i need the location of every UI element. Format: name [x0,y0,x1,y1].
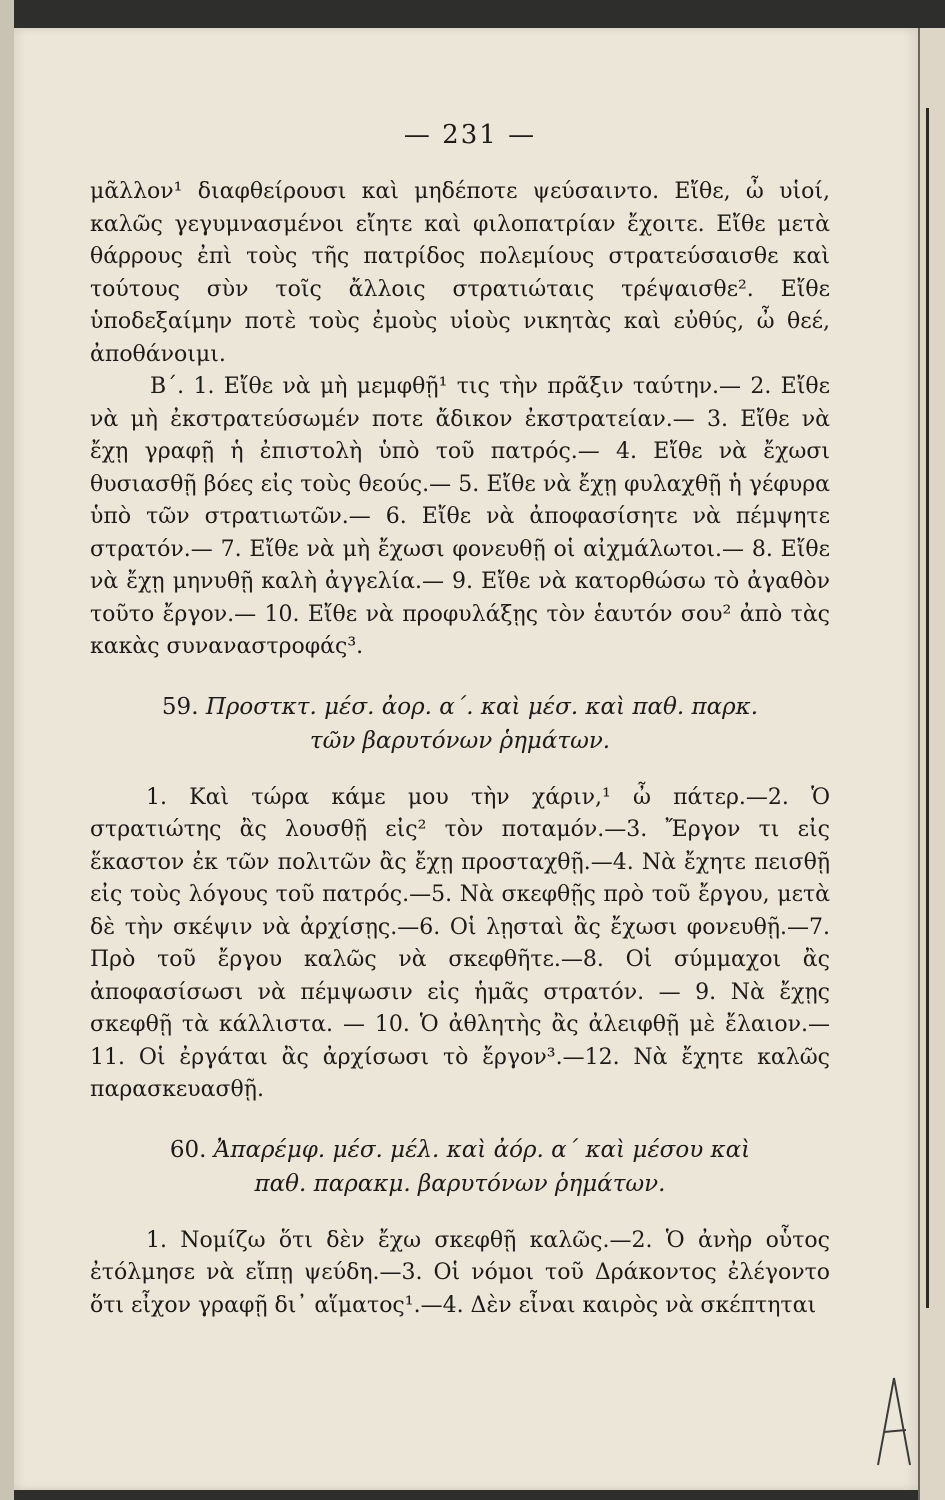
section-59-text: 1. Καὶ τώρα κάμε μου τὴν χάριν,¹ ὦ πάτερ.—2. Ὁ στρατιώτης ἂς λουσθῇ εἰς² τὸν ποταμόν.—3. Ἔργον τι εἰς ἕκαστον ἐκ τῶν πολιτῶν ἂς ἔχῃ προσταχθῇ.—4. Νὰ ἔχητε πεισθῇ εἰς τοὺς λόγους τοῦ πατρός.—5. Νὰ σκεφθῇς πρὸ τοῦ ἔργου, μετὰ δὲ τὴν σκέψιν νὰ ἀρχίσῃς.—6. Οἱ λῃσταὶ ἂς ἔχωσι φονευθῇ.—7. Πρὸ τοῦ ἔργου καλῶς νὰ σκεφθῆτε.—8. Οἱ σύμμαχοι ἂς ἀποφασίσωσι νὰ πέμψωσιν εἰς ἡμᾶς στρατόν. — 9. Νὰ ἔχῃς σκεφθῇ τὰ κάλλιστα. — 10. Ὁ ἀθλητὴς ἂς ἀλειφθῇ μὲ ἔλαιον.—11. Οἱ ἐργάται ἂς ἀρχίσωσι τὸ ἔργον³.—12. Νὰ ἔχητε καλῶς παρασκευασθῇ. [90,784,830,1102]
section-60-number: 60. [169,1136,207,1163]
section-60-title-line2: παθ. παρακμ. βαρυτόνων ῥημάτων. [254,1170,666,1197]
page-content [90,120,830,1322]
page-edge-strip [926,108,929,1308]
section-60-body [90,1225,830,1323]
section-60-text: 1. Νομίζω ὅτι δὲν ἔχω σκεφθῇ καλῶς.—2. Ὁ ἀνὴρ οὗτος ἐτόλμησε νὰ εἴπῃ ψεύδη.—3. Οἱ νόμοι τοῦ Δράκοντος ἐλέγοντο ὅτι εἶχον γραφῇ δι᾽ αἵματος¹.—4. Δὲν εἶναι καιρὸς νὰ σκέπτηται [90,1227,830,1318]
exercise-b-paragraph: Β΄. 1. Εἴθε νὰ μὴ μεμφθῇ¹ τις τὴν πρᾶξιν ταύτην.— 2. Εἴθε νὰ μὴ ἐκστρατεύσωμέν ποτε ἄδικον ἐκστρατείαν.— 3. Εἴθε νὰ ἔχῃ γραφῇ ἡ ἐπιστολὴ ὑπὸ τοῦ πατρός.— 4. Εἴθε νὰ ἔχωσι θυσιασθῇ βόες εἰς τοὺς θεούς.— 5. Εἴθε νὰ ἔχῃ φυλαχθῇ ἡ γέφυρα ὑπὸ τῶν στρατιωτῶν.— 6. Εἴθε νὰ ἀποφασίσητε νὰ πέμψητε στρατόν.— 7. Εἴθε νὰ μὴ ἔχωσι φονευθῇ οἱ αἰχμάλωτοι.— 8. Εἴθε νὰ ἔχῃ μηνυθῇ καλὴ ἀγγελία.— 9. Εἴθε νὰ κατορθώσω τὸ ἀγαθὸν τοῦτο ἔργον.— 10. Εἴθε νὰ προφυλάξῃς τὸν ἑαυτόν σου² ἀπὸ τὰς κακὰς συναναστροφάς³. [90,374,830,659]
pencil-mark-icon [872,1370,914,1470]
section-60-heading [90,1133,830,1201]
right-page-edge [918,28,945,1500]
left-page-edge [0,0,14,1500]
page-number: — 231 — [403,120,537,150]
section-59-number: 59. [161,693,199,720]
section-59-heading [90,690,830,758]
section-60-title-line1: Ἀπαρέμφ. μέσ. μέλ. καὶ ἀόρ. α΄ καὶ μέσου καὶ [213,1136,751,1163]
section-59-body [90,782,830,1107]
section-59-title-line2: τῶν βαρυτόνων ῥημάτων. [309,727,611,754]
intro-paragraph: μᾶλλον¹ διαφθείρουσι καὶ μηδέποτε ψεύσαιντο. Εἴθε, ὦ υἱοί, καλῶς γεγυμνασμένοι εἴητε καὶ φιλοπατρίαν ἔχοιτε. Εἴθε μετὰ θάρρους ἐπὶ τοὺς τῆς πατρίδος πολεμίους στρατεύσαισθε καὶ τούτους σὺν τοῖς ἄλλοις στρατιώταις τρέψαισθε². Εἴθε ὑποδεξαίμην ποτὲ τοὺς ἐμοὺς υἱοὺς νικητὰς καὶ εὐθύς, ὦ θεέ, ἀποθάνοιμι. [90,179,830,367]
section-59-title-line1: Προστκτ. μέσ. ἀορ. α΄. καὶ μέσ. καὶ παθ. παρκ. [205,693,759,720]
